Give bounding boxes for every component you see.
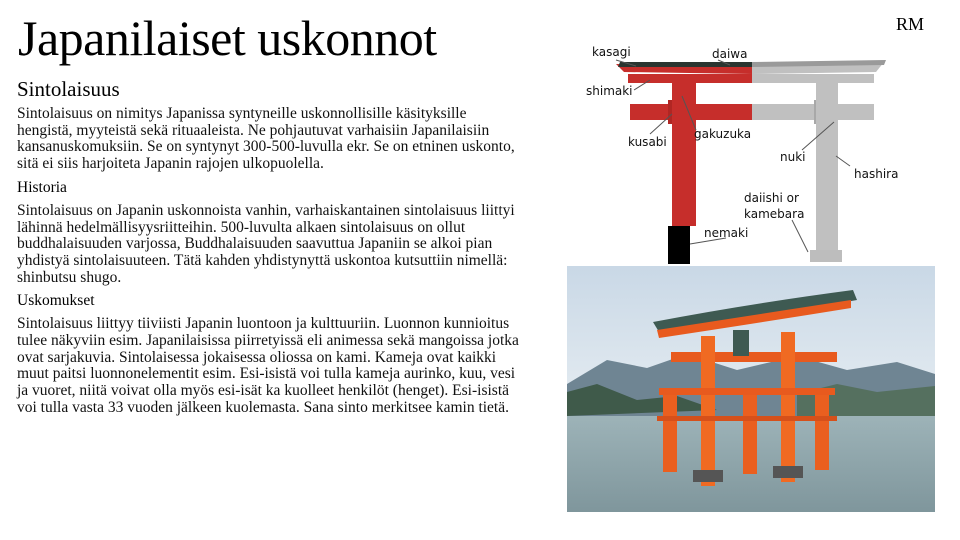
torii-photo [567, 266, 935, 512]
text-content [17, 76, 522, 423]
label-daiwa: daiwa [712, 47, 748, 61]
intro-paragraph: Sintolaisuus on nimitys Japanissa syntyneille uskonnollisille käsityksille hengistä, myyteistä sekä rituaaleista. Ne pohjautuvat varhaisiin Japanilaisiin kansanuskomuksiin. Se on syntynyt 300-500-luvulla ekr. Se on etninen uskonto, sitä ei siis harjoiteta Japanin rajojen ulkopuolella. [17, 105, 515, 173]
hashira-gray [816, 82, 838, 258]
label-daiishi-line2: kamebara [744, 207, 805, 221]
nemaki-base [668, 226, 690, 264]
daiishi-gray [810, 250, 842, 262]
label-kasagi: kasagi [592, 45, 631, 59]
nuki-gray [752, 104, 874, 120]
shimaki-gray [752, 74, 874, 83]
slide-title: Japanilaiset uskonnot [18, 10, 437, 66]
subtitle: Sintolaisuus [17, 77, 120, 101]
uskomukset-paragraph: Sintolaisuus liittyy tiiviisti Japanin luontoon ja kulttuuriin. Luonnon kunnioitus tulee näkyviin esim. Japanilaisissa piirretyissä eli animessa sekä mangoissa jotka ovat sarjakuvia. Sintolaisessa jokaisessa oliossa on kami. Kameja ovat kaikki muut paitsi luonnonelementit esim. Esi-isistä voi tulla kameja aurinko, kuu, vesi ja vuoret, niitä voivat olla myös esi-isät ka kuolleet henkilöt (henget). Esi-isistä voi tulla vasta 33 vuoden jälkeen kuolemasta. Sana sinto merkitsee kamin tietä. [17, 315, 519, 416]
label-shimaki: shimaki [586, 84, 633, 98]
label-daiishi-line1: daiishi or [744, 191, 799, 205]
historia-paragraph: Sintolaisuus on Japanin uskonnoista vanhin, varhaiskantainen sintolaisuus liittyi lähinnä hedelmällisyysriitteihin. 500-luvulta alkaen sintolaisuus on ollut buddhalaisuuden varjossa, Buddhalaisuuden saavuttua Japaniin se alkoi pian yhdistyä sintolaisuuteen. Tätä kahden yhdistynyttä uskontoa kutsuttiin nimellä: shinbutsu shugo. [17, 201, 515, 286]
section-heading-uskomukset: Uskomukset [17, 292, 95, 310]
label-nuki: nuki [780, 150, 806, 164]
hashira-red [672, 82, 696, 226]
label-gakuzuka: gakuzuka [694, 127, 752, 141]
daiwa-red [618, 62, 752, 67]
label-hashira: hashira [854, 167, 899, 181]
label-kusabi: kusabi [628, 135, 667, 149]
author-initials: RM [896, 14, 925, 34]
torii-diagram [580, 38, 910, 266]
section-heading-historia: Historia [17, 178, 67, 196]
label-nemaki: nemaki [704, 226, 749, 240]
